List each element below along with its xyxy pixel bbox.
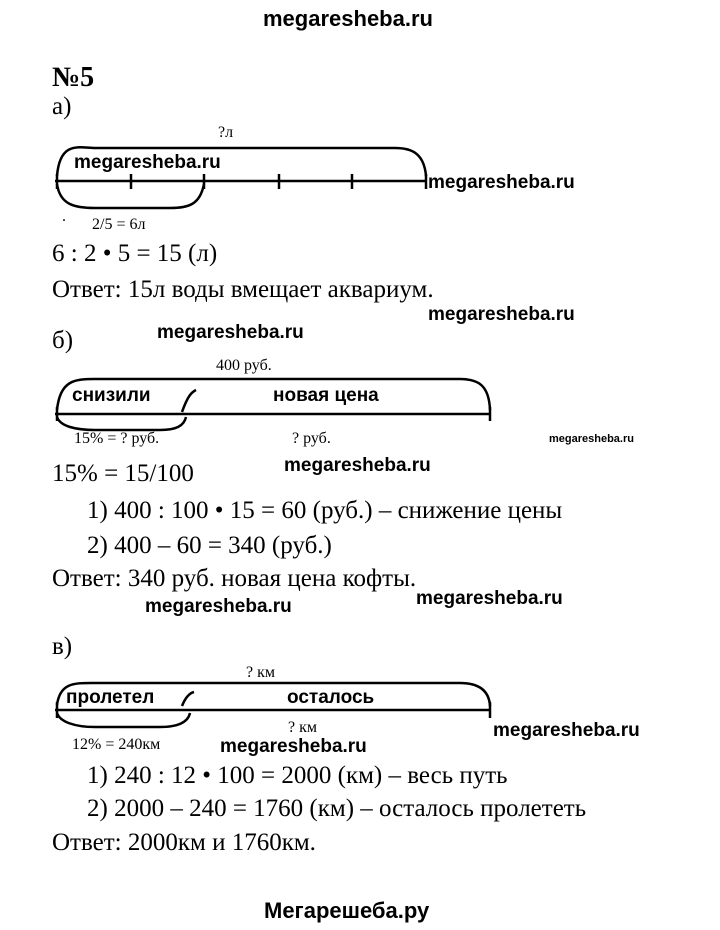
diagram-b-divider-brace bbox=[182, 390, 196, 412]
part-b-bottom-right: ? руб. bbox=[292, 430, 331, 447]
part-c-bottom-right: ? км bbox=[288, 719, 317, 736]
part-c-bottom-left: 12% = 240км bbox=[72, 736, 161, 753]
watermark-a2: megaresheba.ru bbox=[428, 172, 575, 193]
part-c-top-label: ? км bbox=[246, 664, 275, 681]
footer-watermark: Мегарешеба.ру bbox=[264, 898, 430, 923]
part-b-answer: Ответ: 340 руб. новая цена кофты. bbox=[52, 565, 417, 592]
part-a-line-1: 6 : 2 • 5 = 15 (л) bbox=[52, 240, 218, 267]
part-b-bottom-left: 15% = ? руб. bbox=[74, 430, 160, 447]
part-b-line-3: 2) 400 – 60 = 340 (руб.) bbox=[87, 532, 332, 559]
watermark-a3: megaresheba.ru bbox=[428, 304, 575, 325]
part-c-segment-right: осталось bbox=[287, 687, 375, 708]
part-b-line-1: 15% = 15/100 bbox=[52, 460, 194, 487]
part-a-bottom-label: 2/5 = 6л bbox=[92, 216, 146, 233]
part-a-top-label: ?л bbox=[218, 124, 234, 141]
part-a-answer: Ответ: 15л воды вмещает аквариум. bbox=[52, 276, 434, 303]
watermark-b4: megaresheba.ru bbox=[145, 596, 292, 617]
problem-number: №5 bbox=[52, 62, 95, 93]
watermark-b3: megaresheba.ru bbox=[284, 455, 431, 476]
part-b-label: б) bbox=[52, 327, 74, 354]
part-b-segment-right: новая цена bbox=[273, 385, 379, 406]
watermark-c1: megaresheba.ru bbox=[493, 720, 640, 741]
part-c-answer: Ответ: 2000км и 1760км. bbox=[52, 829, 316, 856]
part-b-line-2: 1) 400 : 100 • 15 = 60 (руб.) – снижение цены bbox=[87, 497, 563, 524]
part-c-line-1: 1) 240 : 12 • 100 = 2000 (км) – весь путь bbox=[87, 762, 508, 789]
part-a-dot: . bbox=[62, 208, 66, 225]
part-b-segment-left: снизили bbox=[72, 385, 151, 406]
part-b-top-label: 400 руб. bbox=[216, 357, 272, 374]
part-c-segment-left: пролетел bbox=[66, 687, 155, 708]
diagram-c-bottom-brace bbox=[57, 713, 190, 727]
watermark-a1: megaresheba.ru bbox=[74, 152, 221, 173]
part-a-label: а) bbox=[52, 93, 72, 120]
watermark-b5: megaresheba.ru bbox=[416, 588, 563, 609]
diagram-c-divider-brace bbox=[182, 692, 194, 706]
part-c-label: в) bbox=[52, 633, 73, 660]
part-c-line-2: 2) 2000 – 240 = 1760 (км) – осталось пролететь bbox=[87, 795, 587, 822]
diagram-b-bottom-brace bbox=[57, 417, 186, 430]
watermark-c2: megaresheba.ru bbox=[220, 736, 367, 757]
header-watermark: megaresheba.ru bbox=[263, 6, 433, 31]
watermark-b1: megaresheba.ru bbox=[157, 322, 304, 343]
watermark-b2: megaresheba.ru bbox=[549, 433, 634, 445]
